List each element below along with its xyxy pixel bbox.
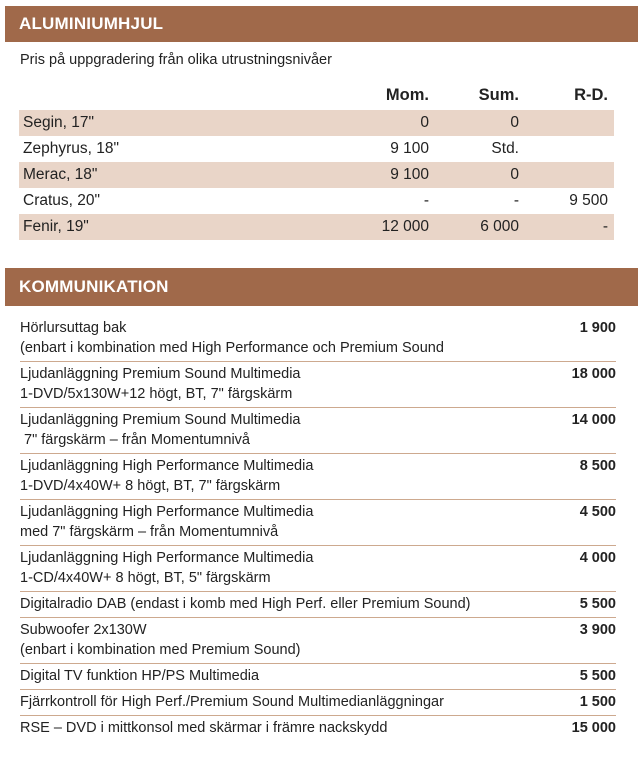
table-row: [19, 188, 614, 214]
communication-price-list: [20, 316, 616, 741]
item-note: (enbart i kombination med High Performance och Premium Sound: [20, 340, 444, 356]
item-title: Subwoofer 2x130W: [20, 622, 147, 638]
item-price: 4 500: [579, 504, 616, 520]
item-price: 5 500: [579, 596, 616, 612]
section-header-aluminiumhjul: [5, 6, 638, 42]
column-header-sum: Sum.: [478, 85, 519, 104]
price-sum: 0: [510, 166, 519, 183]
item-price: 18 000: [571, 366, 616, 382]
column-header-mom: Mom.: [385, 85, 429, 104]
item-price: 1 500: [579, 694, 616, 710]
list-item: [20, 690, 616, 716]
wheel-name: Fenir, 19": [23, 218, 89, 235]
table-row: [19, 162, 614, 188]
section-title: ALUMINIUMHJUL: [19, 14, 164, 33]
item-title: Hörlursuttag bak: [20, 320, 127, 336]
wheel-name: Segin, 17": [23, 114, 94, 131]
list-item: [20, 716, 616, 741]
wheel-name: Cratus, 20": [23, 192, 101, 209]
wheel-price-table: [19, 80, 614, 240]
item-title: Ljudanläggning High Performance Multimedia: [20, 550, 314, 566]
price-rd: -: [602, 218, 608, 235]
section-subtitle: Pris på uppgradering från olika utrustningsnivåer: [20, 52, 332, 68]
table-row: [19, 214, 614, 240]
wheel-name: Zephyrus, 18": [23, 140, 119, 157]
item-price: 8 500: [579, 458, 616, 474]
list-item: [20, 546, 616, 592]
item-title: Ljudanläggning Premium Sound Multimedia: [20, 366, 301, 382]
price-sum: 0: [510, 114, 519, 131]
price-mom: 0: [420, 114, 429, 131]
list-item: [20, 500, 616, 546]
list-item: [20, 362, 616, 408]
item-note: 1-CD/4x40W+ 8 högt, BT, 5" färgskärm: [20, 570, 271, 586]
item-title: Ljudanläggning Premium Sound Multimedia: [20, 412, 301, 428]
table-row: [19, 110, 614, 136]
section-header-kommunikation: [5, 268, 638, 306]
list-item: [20, 664, 616, 690]
price-sum: -: [513, 192, 519, 209]
item-title: Fjärrkontroll för High Perf./Premium Sound Multimedianläggningar: [20, 694, 444, 710]
list-item: [20, 618, 616, 664]
price-mom: -: [423, 192, 429, 209]
item-note: 1-DVD/4x40W+ 8 högt, BT, 7" färgskärm: [20, 478, 281, 494]
item-price: 1 900: [579, 320, 616, 336]
item-note: med 7" färgskärm – från Momentumnivå: [20, 524, 279, 540]
list-item: [20, 454, 616, 500]
price-mom: 9 100: [390, 166, 429, 183]
item-title: Digital TV funktion HP/PS Multimedia: [20, 668, 260, 684]
item-price: 3 900: [579, 622, 616, 638]
item-note: 7" färgskärm – från Momentumnivå: [20, 432, 250, 448]
item-price: 15 000: [571, 720, 616, 736]
item-price: 5 500: [579, 668, 616, 684]
item-title: Ljudanläggning High Performance Multimedia: [20, 458, 314, 474]
price-sum: 6 000: [480, 218, 519, 235]
item-note: (enbart i kombination med Premium Sound): [20, 642, 301, 658]
item-title: Ljudanläggning High Performance Multimedia: [20, 504, 314, 520]
list-item: [20, 408, 616, 454]
price-mom: 12 000: [381, 218, 429, 235]
column-header-rd: R-D.: [574, 85, 608, 104]
item-note: 1-DVD/5x130W+12 högt, BT, 7" färgskärm: [20, 386, 293, 402]
price-mom: 9 100: [390, 140, 429, 157]
item-title: RSE – DVD i mittkonsol med skärmar i främre nackskydd: [20, 720, 388, 736]
item-price: 14 000: [571, 412, 616, 428]
table-header-row: [19, 80, 614, 110]
price-rd: 9 500: [569, 192, 608, 209]
section-title: KOMMUNIKATION: [19, 277, 169, 296]
price-sum: Std.: [491, 140, 519, 157]
list-item: [20, 316, 616, 362]
list-item: [20, 592, 616, 618]
wheel-name: Merac, 18": [23, 166, 98, 183]
item-price: 4 000: [579, 550, 616, 566]
item-title: Digitalradio DAB (endast i komb med High Perf. eller Premium Sound): [20, 596, 471, 612]
table-row: [19, 136, 614, 162]
